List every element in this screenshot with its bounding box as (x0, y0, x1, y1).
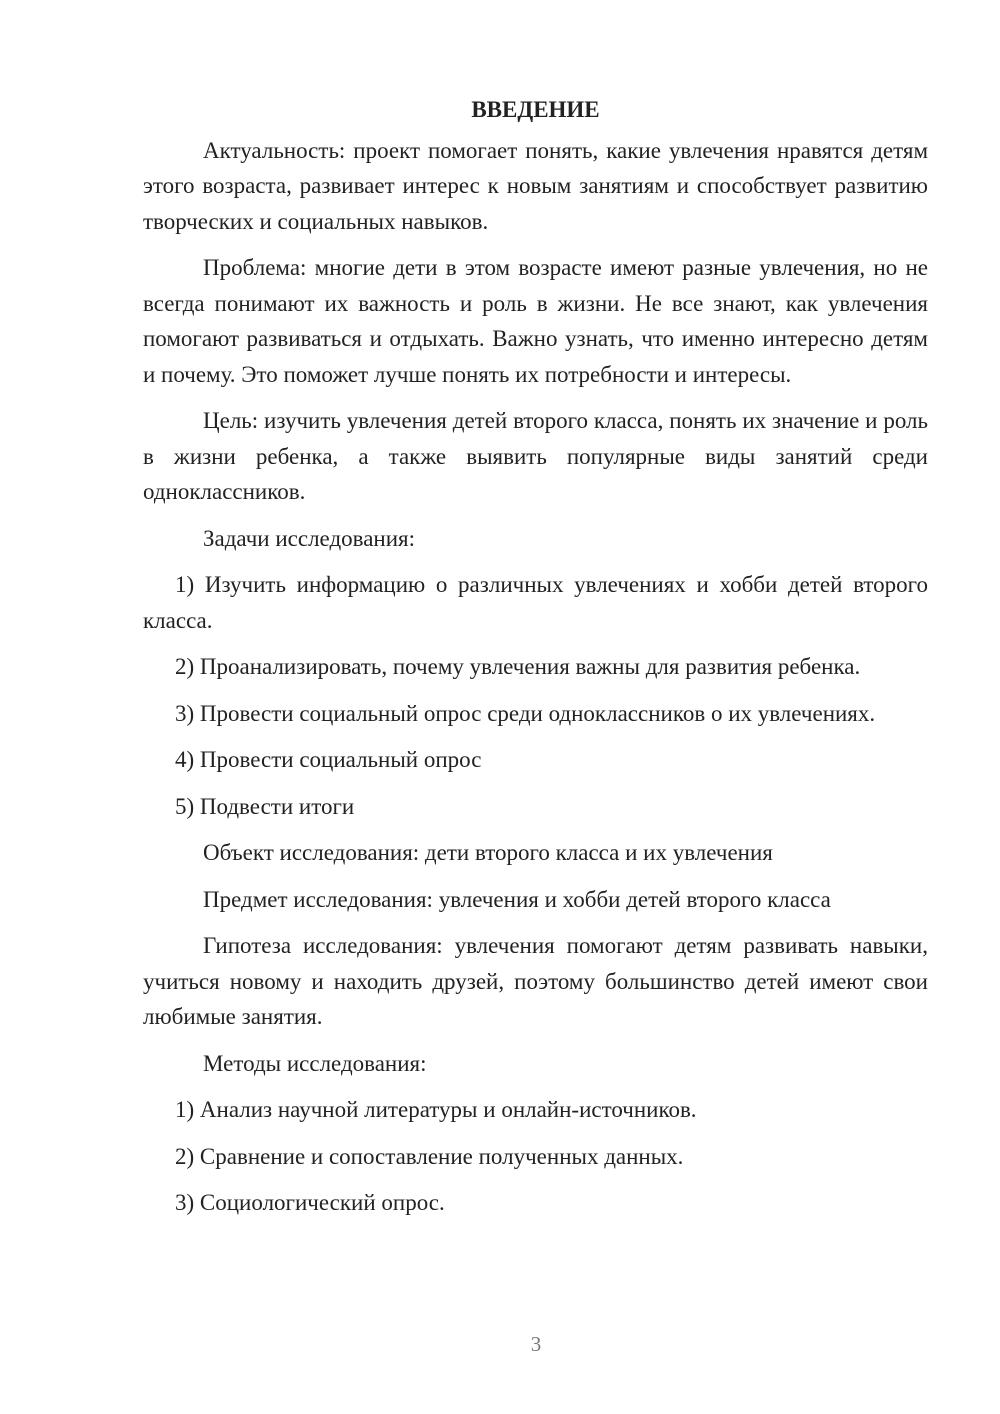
method-item: 2) Сравнение и сопоставление полученных данных. (175, 1143, 684, 1169)
method-item: 3) Социологический опрос. (175, 1190, 445, 1215)
object-paragraph: Объект исследования: дети второго класса и их увлечения (203, 840, 773, 865)
task-item: 5) Подвести итоги (175, 793, 355, 819)
tasks-heading: Задачи исследования: (203, 525, 416, 551)
methods-heading: Методы исследования: (203, 1050, 427, 1076)
task-item: 1) Изучить информацию о различных увлечениях и хобби детей второго класса. (143, 572, 928, 633)
task-item: 3) Провести социальный опрос среди одноклассников о их увлечениях. (175, 700, 876, 726)
task-item: 2) Проанализировать, почему увлечения важны для развития ребенка. (175, 654, 861, 679)
subject-paragraph: Предмет исследования: увлечения и хобби детей второго класса (203, 886, 831, 912)
actuality-paragraph: Актуальность: проект помогает понять, какие увлечения нравятся детям этого возраста, развивает интерес к новым занятиям и способствует развитию творческих и социальных навыков. (143, 137, 928, 234)
page-number: 3 (530, 1332, 542, 1356)
method-item: 1) Анализ научной литературы и онлайн-источников. (175, 1097, 697, 1122)
problem-paragraph: Проблема: многие дети в этом возрасте имеют разные увлечения, но не всегда понимают их важность и роль в жизни. Не все знают, как увлечения помогают развиваться и отдыхать. Важно узнать, что именно интересно детям и почему. Это поможет лучше понять их потребности и интересы. (143, 255, 928, 387)
hypothesis-paragraph: Гипотеза исследования: увлечения помогают детям развивать навыки, учиться новому и находить друзей, поэтому большинство детей имеют свои любимые занятия. (143, 933, 928, 1029)
section-title: ВВЕДЕНИЕ (471, 97, 600, 122)
task-item: 4) Провести социальный опрос (175, 747, 482, 772)
page-content (143, 92, 928, 1232)
goal-paragraph: Цель: изучить увлечения детей второго класса, понять их значение и роль в жизни ребенка, а также выявить популярные виды занятий среди одноклассников. (143, 408, 928, 504)
